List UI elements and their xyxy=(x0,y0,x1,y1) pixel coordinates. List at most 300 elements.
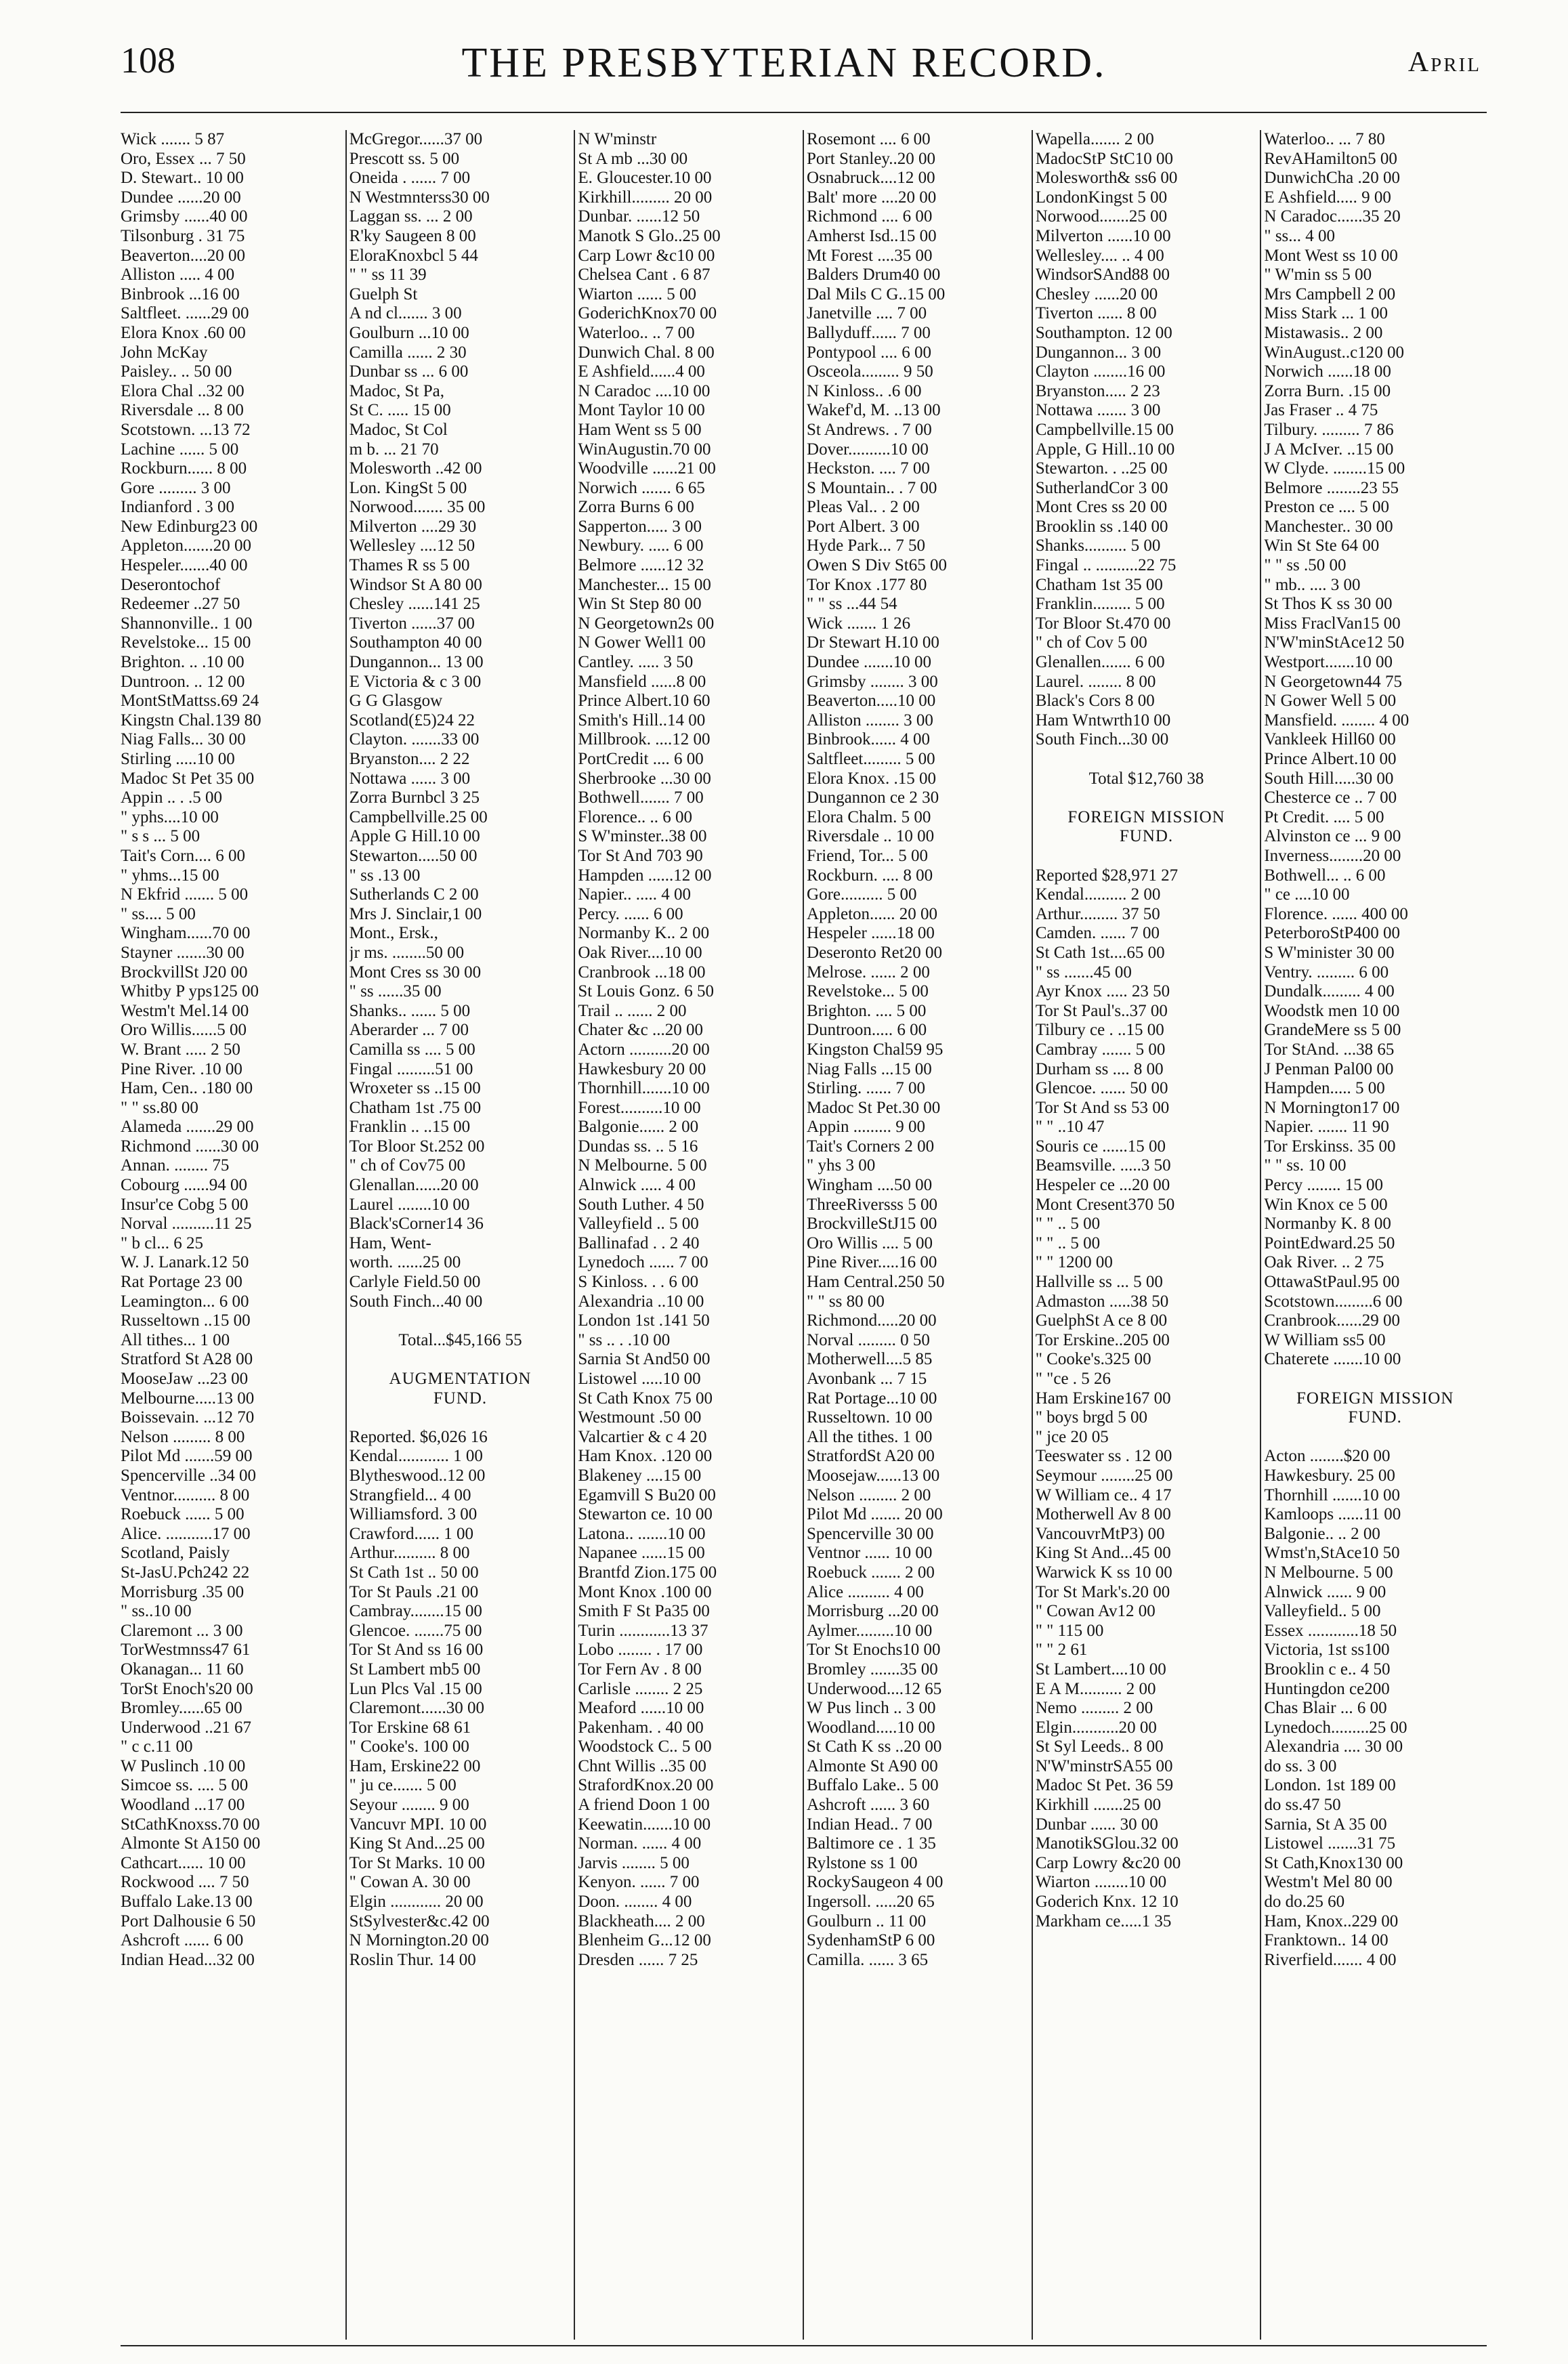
entry-line: Belmore ........23 55 xyxy=(1264,478,1399,497)
entry-line: Wick ....... 5 87 xyxy=(121,130,225,148)
entry-line: " " .. 5 00 xyxy=(1035,1215,1101,1233)
entry-line: Sarnia, St A 35 00 xyxy=(1264,1815,1387,1834)
entry-line: Owen S Div St65 00 xyxy=(807,556,947,575)
entry-line: Dresden ...... 7 25 xyxy=(578,1950,698,1969)
entry-line: Nottawa ...... 3 00 xyxy=(349,769,471,788)
entry-line: Valcartier & c 4 20 xyxy=(578,1427,707,1446)
entry-line: Mansfield. ........ 4 00 xyxy=(1264,711,1410,730)
entry-line: Insur'ce Cobg 5 00 xyxy=(121,1195,249,1214)
entry-line: MontStMattss.69 24 xyxy=(121,692,259,711)
entry-line: Lynedoch.........25 00 xyxy=(1264,1718,1407,1737)
entry-line: Tor St Paul's..37 00 xyxy=(1035,1001,1168,1020)
entry-line: Scotland, Paisly xyxy=(121,1544,230,1563)
entry-line: Alice .......... 4 00 xyxy=(807,1582,924,1601)
entry-line: Millbrook. ....12 00 xyxy=(578,730,711,749)
entry-line: Kingstn Chal.139 80 xyxy=(121,711,261,730)
entry-line: Chelsea Cant . 6 87 xyxy=(578,266,711,284)
entry-line: W Pus linch .. 3 00 xyxy=(807,1699,936,1718)
entry-line: Dundalk......... 4 00 xyxy=(1264,982,1395,1001)
entry-line: Williamsford. 3 00 xyxy=(349,1505,478,1524)
entry-line: Ham, Cen.. .180 00 xyxy=(121,1079,253,1098)
entry-line: Aberarder ... 7 00 xyxy=(349,1021,469,1040)
entry-line: Lynedoch ...... 7 00 xyxy=(578,1253,708,1272)
entry-line: S W'minster..38 00 xyxy=(578,827,707,846)
entry-line: W Puslinch .10 00 xyxy=(121,1756,246,1775)
entry-line: Blenheim G...12 00 xyxy=(578,1931,711,1950)
entry-line: Trail .. ...... 2 00 xyxy=(578,1001,687,1020)
entry-line: Westm't Mel 80 00 xyxy=(1264,1873,1393,1892)
entry-line: StCathKnoxss.70 00 xyxy=(121,1815,260,1834)
entry-line: Thornhill.......10 00 xyxy=(578,1079,710,1098)
entry-line: Riversdale ... 8 00 xyxy=(121,401,244,420)
entry-line: Glenallan......20 00 xyxy=(349,1176,479,1195)
entry-line: Russeltown ..15 00 xyxy=(121,1311,251,1330)
entry-line: Kendal.......... 2 00 xyxy=(1035,885,1161,904)
entry-line: Almonte St A150 00 xyxy=(121,1834,261,1853)
entry-line: Nemo ......... 2 00 xyxy=(1035,1699,1153,1718)
entry-line: St Syl Leeds.. 8 00 xyxy=(1035,1737,1164,1756)
entry-line: Elgin ............ 20 00 xyxy=(349,1893,484,1912)
entry-line: N Melbourne. 5 00 xyxy=(578,1156,707,1175)
entry-line: Prince Albert.10 60 xyxy=(578,692,711,711)
entry-line: Camden. ...... 7 00 xyxy=(1035,924,1160,943)
entry-line: Hyde Park... 7 50 xyxy=(807,536,925,555)
entry-line: Mont., Ersk., xyxy=(349,924,438,943)
entry-line: Ham, Knox..229 00 xyxy=(1264,1912,1399,1930)
entry-line: St Lambert....10 00 xyxy=(1035,1660,1166,1679)
entry-line: Russeltown. 10 00 xyxy=(807,1408,933,1427)
entry-line: Meaford ......10 00 xyxy=(578,1699,704,1718)
entry-line: Bryanston.... 2 22 xyxy=(349,750,470,768)
entry-line: New Edinburg23 00 xyxy=(121,517,258,536)
entry-line: W William ss5 00 xyxy=(1264,1330,1386,1349)
entry-line: " s s ... 5 00 xyxy=(121,827,200,846)
entry-line: EloraKnoxbcl 5 44 xyxy=(349,246,478,265)
entry-line: Dungannon ce 2 30 xyxy=(807,788,939,807)
entry-line: Tilbury. ......... 7 86 xyxy=(1264,420,1394,439)
entry-line: Gore.......... 5 00 xyxy=(807,885,917,904)
entry-line: Balt' more ....20 00 xyxy=(807,188,937,207)
entry-line: Chaterete .......10 00 xyxy=(1264,1350,1401,1369)
entry-line: J A McIver. ..15 00 xyxy=(1264,440,1394,459)
entry-line: Oak River. .. 2 75 xyxy=(1264,1253,1384,1272)
entry-line: Turin ............13 37 xyxy=(578,1621,708,1640)
entry-line: Stewarton. . ..25 00 xyxy=(1035,459,1168,478)
entry-line: do do.25 60 xyxy=(1264,1893,1345,1912)
entry-line: Indianford . 3 00 xyxy=(121,498,235,517)
entry-line: Tiverton ...... 8 00 xyxy=(1035,304,1157,323)
entry-line: GoderichKnox70 00 xyxy=(578,304,717,323)
entry-line: Win St Ste 64 00 xyxy=(1264,536,1380,555)
entry-line: South Finch...40 00 xyxy=(349,1292,483,1311)
entry-line: Wellesley.... .. 4 00 xyxy=(1035,246,1164,265)
entry-line: Valleyfield.. 5 00 xyxy=(1264,1602,1381,1621)
entry-line: Cobourg ......94 00 xyxy=(121,1176,248,1195)
entry-line: Woodville ......21 00 xyxy=(578,459,716,478)
entry-line: Roebuck ...... 5 00 xyxy=(121,1505,245,1524)
entry-line: Cranbrook ...18 00 xyxy=(578,963,706,982)
entry-line: Kenyon. ...... 7 00 xyxy=(578,1873,700,1892)
entry-line: Brighton. .... 5 00 xyxy=(807,1001,927,1020)
entry-line: Zorra Burns 6 00 xyxy=(578,498,694,517)
entry-line: Egamvill S Bu20 00 xyxy=(578,1485,716,1504)
entry-line: S W'minister 30 00 xyxy=(1264,943,1395,962)
entry-line: PortCredit .... 6 00 xyxy=(578,750,704,768)
entry-line: VancouvrMtP3) 00 xyxy=(1035,1524,1165,1543)
entry-line: N Georgetown2s 00 xyxy=(578,614,715,633)
entry-line: Kirkhill......... 20 00 xyxy=(578,188,713,207)
entry-line: " " ss .50 00 xyxy=(1264,556,1347,575)
entry-line: " ch of Cov75 00 xyxy=(349,1156,465,1175)
entry-line: Arthur......... 37 50 xyxy=(1035,904,1160,923)
entry-line: Tor StAnd. ...38 65 xyxy=(1264,1040,1395,1059)
entry-line: Rosemont .... 6 00 xyxy=(807,130,931,148)
entry-line: Moosejaw......13 00 xyxy=(807,1466,940,1485)
entry-line: Niag Falls... 30 00 xyxy=(121,730,246,749)
entry-line: St Andrews. . 7 00 xyxy=(807,420,932,439)
entry-line: John McKay xyxy=(121,343,208,362)
entry-line: Ayr Knox ..... 23 50 xyxy=(1035,982,1170,1001)
entry-line: Sarnia St And50 00 xyxy=(578,1350,711,1369)
entry-line: Stirling. ...... 7 00 xyxy=(807,1079,926,1098)
entry-line: Roslin Thur. 14 00 xyxy=(349,1950,476,1969)
entry-line: Richmond .... 6 00 xyxy=(807,207,933,226)
entry-line: Roebuck ....... 2 00 xyxy=(807,1563,935,1582)
entry-line: Laggan ss. ... 2 00 xyxy=(349,207,473,226)
entry-line: Pilot Md .......59 00 xyxy=(121,1447,253,1466)
entry-line xyxy=(1264,1370,1486,1389)
entry-line: St Cath,Knox130 00 xyxy=(1264,1853,1403,1872)
entry-line: Shannonville.. 1 00 xyxy=(121,614,253,633)
entry-line: Brooklin ss .140 00 xyxy=(1035,517,1168,536)
entry-line: South Finch...30 00 xyxy=(1035,730,1169,749)
entry-line: Saltfleet......... 5 00 xyxy=(807,750,935,768)
entry-line: Florence.. .. 6 00 xyxy=(578,807,693,826)
entry-line: Campbellville.25 00 xyxy=(349,807,488,826)
entry-line: LondonKingst 5 00 xyxy=(1035,188,1168,207)
entry-line: Tor St Enochs10 00 xyxy=(807,1641,941,1660)
entry-line: Stratford St A28 00 xyxy=(121,1350,253,1369)
entry-line: Nelson ......... 2 00 xyxy=(807,1485,931,1504)
entry-line: RockySaugeon 4 00 xyxy=(807,1873,944,1892)
entry-line: Scotstown. ...13 72 xyxy=(121,420,251,439)
entry-line: Pleas Val.. . 2 00 xyxy=(807,498,920,517)
entry-line xyxy=(1036,750,1258,769)
entry-line: Madoc St Pet. 36 59 xyxy=(1035,1776,1174,1795)
entry-line: " " 2 61 xyxy=(1035,1641,1088,1660)
entry-line: Bothwell....... 7 00 xyxy=(578,788,704,807)
entry-line: R'ky Saugeen 8 00 xyxy=(349,226,476,245)
entry-line: Dunwich Chal. 8 00 xyxy=(578,343,715,362)
entry-line: Oro, Essex ... 7 50 xyxy=(121,149,246,168)
entry-line: E. Gloucester.10 00 xyxy=(578,169,712,188)
entry-line: A friend Doon 1 00 xyxy=(578,1796,710,1815)
entry-line: do ss.47 50 xyxy=(1264,1796,1341,1815)
entry-line: Alnwick ...... 9 00 xyxy=(1264,1582,1386,1601)
entry-line: OttawaStPaul.95 00 xyxy=(1264,1273,1400,1292)
entry-line: " Cowan Av12 00 xyxy=(1035,1602,1156,1621)
entry-line: Chas Blair ... 6 00 xyxy=(1264,1699,1387,1718)
entry-line: Revelstoke... 15 00 xyxy=(121,633,251,652)
running-month: April xyxy=(1407,47,1481,78)
entry-line: Ballinafad . . 2 40 xyxy=(578,1233,700,1252)
entry-line: Wick ....... 1 26 xyxy=(807,614,911,633)
entry-line: Tor Fern Av . 8 00 xyxy=(578,1660,702,1679)
entry-line: Norwood....... 35 00 xyxy=(349,498,486,517)
entry-line: W. Brant ..... 2 50 xyxy=(121,1040,240,1059)
entry-line: Reported. $6,026 16 xyxy=(349,1427,488,1446)
entry-line: Stewarton ce. 10 00 xyxy=(578,1505,713,1524)
entry-line: W. J. Lanark.12 50 xyxy=(121,1253,249,1272)
entry-line: Brantfd Zion.175 00 xyxy=(578,1563,717,1582)
section-heading: FUND. xyxy=(433,1389,488,1408)
entry-line: ThreeRiversss 5 00 xyxy=(807,1195,938,1214)
entry-line: Osnabruck....12 00 xyxy=(807,169,935,188)
entry-line: Percy. ...... 6 00 xyxy=(578,904,683,923)
entry-line: Claremont......30 00 xyxy=(349,1699,484,1718)
entry-line: Franklin .. ..15 00 xyxy=(349,1118,471,1137)
entry-line: E Victoria & c 3 00 xyxy=(349,672,482,691)
entry-line: Manotk S Glo..25 00 xyxy=(578,226,721,245)
entry-line: Lobo ........ . 17 00 xyxy=(578,1641,703,1660)
entry-line: Spencerville ..34 00 xyxy=(121,1466,256,1485)
entry-line: Tilsonburg . 31 75 xyxy=(121,226,245,245)
column-2 xyxy=(345,130,574,2340)
entry-line: Hespeler ......18 00 xyxy=(807,924,935,943)
entry-line: Grimsby ........ 3 00 xyxy=(807,672,938,691)
entry-line: Brighton. .. .10 00 xyxy=(121,653,245,672)
entry-line xyxy=(349,1311,572,1331)
entry-line: " c c.11 00 xyxy=(121,1737,193,1756)
entry-line: Alliston ..... 4 00 xyxy=(121,266,235,284)
entry-line: Nottawa ....... 3 00 xyxy=(1035,401,1161,420)
entry-line: TorWestmnss47 61 xyxy=(121,1641,251,1660)
entry-line: Tor Erskine 68 61 xyxy=(349,1718,471,1737)
entry-line: Melbourne.....13 00 xyxy=(121,1389,255,1408)
entry-line: " b cl... 6 25 xyxy=(121,1233,203,1252)
entry-line: Ham Erskine167 00 xyxy=(1035,1389,1171,1408)
entry-line: Hawkesbury. 25 00 xyxy=(1264,1466,1395,1485)
entry-line: Scotland(£5)24 22 xyxy=(349,711,475,730)
entry-line: WinAugustin.70 00 xyxy=(578,440,711,459)
entry-line: Chesterce ce .. 7 00 xyxy=(1264,788,1397,807)
section-heading: FOREIGN MISSION xyxy=(1067,807,1225,826)
entry-line: Indian Head.. 7 00 xyxy=(807,1815,933,1834)
entry-line: Dunbar ...... 30 00 xyxy=(1035,1815,1158,1834)
entry-line: Essex ............18 50 xyxy=(1264,1621,1397,1640)
entry-line: W William ce.. 4 17 xyxy=(1035,1485,1172,1504)
entry-line: E Ashfield..... 9 00 xyxy=(1264,188,1391,207)
entry-line: Apple G Hill.10 00 xyxy=(349,827,480,846)
entry-line: Mont Knox .100 00 xyxy=(578,1582,712,1601)
entry-line: Ham Knox. .120 00 xyxy=(578,1447,713,1466)
entry-line: Wroxeter ss ..15 00 xyxy=(349,1079,481,1098)
entry-line: Balgonie...... 2 00 xyxy=(578,1118,699,1137)
header-rule xyxy=(121,112,1487,113)
entry-line: Woodland.....10 00 xyxy=(807,1718,935,1737)
column-6 xyxy=(1260,130,1489,2340)
entry-line: Goderich Knx. 12 10 xyxy=(1035,1893,1179,1912)
entry-line: Southampton. 12 00 xyxy=(1035,323,1172,342)
entry-line: Grimsby ......40 00 xyxy=(121,207,248,226)
entry-line: Alexandria ..10 00 xyxy=(578,1292,704,1311)
entry-line: Mrs J. Sinclair,1 00 xyxy=(349,904,482,923)
entry-line: Osceola......... 9 50 xyxy=(807,362,933,381)
entry-line: Aylmer.........10 00 xyxy=(807,1621,933,1640)
entry-line: Hallville ss ... 5 00 xyxy=(1035,1273,1163,1292)
entry-line: Shanks.. ...... 5 00 xyxy=(349,1001,471,1020)
entry-line: Buffalo Lake.. 5 00 xyxy=(807,1776,939,1795)
entry-line: Pine River.....16 00 xyxy=(807,1253,937,1272)
entry-line: Mistawasis.. 2 00 xyxy=(1264,323,1383,342)
entry-line: Hawkesbury 20 00 xyxy=(578,1059,706,1078)
entry-line: Stayner .......30 00 xyxy=(121,943,245,962)
entry-line: Laurel ........10 00 xyxy=(349,1195,470,1214)
entry-line: " boys brgd 5 00 xyxy=(1035,1408,1147,1427)
entry-line: Napier. ....... 11 90 xyxy=(1264,1118,1389,1137)
entry-line: " " 115 00 xyxy=(1035,1621,1104,1640)
entry-line: " Cooke's.325 00 xyxy=(1035,1350,1151,1369)
entry-line: Rat Portage 23 00 xyxy=(121,1273,242,1292)
entry-line: Listowel .......31 75 xyxy=(1264,1834,1396,1853)
entry-line: Hampden ......12 00 xyxy=(578,866,712,885)
entry-line: Latona.. .......10 00 xyxy=(578,1524,706,1543)
entry-line: " " .. 5 00 xyxy=(1035,1233,1101,1252)
entry-line: " W'min ss 5 00 xyxy=(1264,266,1372,284)
entry-line: Appin .. . .5 00 xyxy=(121,788,222,807)
entry-line: Mont Cresent370 50 xyxy=(1035,1195,1175,1214)
entry-line: Hampden..... 5 00 xyxy=(1264,1079,1385,1098)
entry-line: Markham ce.....1 35 xyxy=(1035,1912,1172,1930)
entry-line: N Gower Well 5 00 xyxy=(1264,692,1397,711)
entry-line: Bromley .......35 00 xyxy=(807,1660,938,1679)
entry-line: Bromley......65 00 xyxy=(121,1699,242,1718)
entry-line: Buffalo Lake.13 00 xyxy=(121,1893,253,1912)
entry-line: Revelstoke... 5 00 xyxy=(807,982,929,1001)
total-line: Total $12,760 38 xyxy=(1088,769,1204,788)
entry-line: Deserontochof xyxy=(121,575,221,594)
entry-line: Keewatin.......10 00 xyxy=(578,1815,711,1834)
entry-line: Brooklin c e.. 4 50 xyxy=(1264,1660,1391,1679)
entry-line: Percy ........ 15 00 xyxy=(1264,1176,1384,1195)
entry-line: Binbrook ...16 00 xyxy=(121,284,240,303)
entry-line: Norwood.......25 00 xyxy=(1035,207,1168,226)
entry-line: Norwich ....... 6 65 xyxy=(578,478,705,497)
entry-line: London 1st .141 50 xyxy=(578,1311,710,1330)
entry-line: Wapella....... 2 00 xyxy=(1035,130,1154,148)
entry-line: Clayton ........16 00 xyxy=(1035,362,1166,381)
entry-line: Smith F St Pa35 00 xyxy=(578,1602,710,1621)
section-heading: FOREIGN MISSION xyxy=(1296,1389,1454,1408)
entry-line: Chnt Willis ..35 00 xyxy=(578,1756,706,1775)
entry-line: Black's Cors 8 00 xyxy=(1035,692,1155,711)
entry-line: " " ..10 47 xyxy=(1035,1118,1105,1137)
entry-line: jr ms. ........50 00 xyxy=(349,943,465,962)
entry-line: Dundas ss. .. 5 16 xyxy=(578,1137,698,1156)
entry-line: Ventnor.......... 8 00 xyxy=(121,1485,250,1504)
entry-line: Dundee .......10 00 xyxy=(807,653,932,672)
entry-line: Chatham 1st .75 00 xyxy=(349,1098,482,1117)
entry-line: Cambray........15 00 xyxy=(349,1602,482,1621)
entry-line: RevAHamilton5 00 xyxy=(1264,149,1397,168)
entry-line: Kendal............ 1 00 xyxy=(349,1447,483,1466)
entry-line: N Mornington.20 00 xyxy=(349,1931,489,1950)
entry-line: Dungannon... 13 00 xyxy=(349,653,484,672)
entry-line: St Cath 1st....65 00 xyxy=(1035,943,1165,962)
running-title: THE PRESBYTERIAN RECORD. xyxy=(461,40,1107,86)
entry-line: " ss .13 00 xyxy=(349,866,421,885)
entry-line: Ham Wntwrth10 00 xyxy=(1035,711,1171,730)
entry-line: Ballyduff...... 7 00 xyxy=(807,323,931,342)
entry-line: " ch of Cov 5 00 xyxy=(1035,633,1147,652)
entry-line: Kirkhill .......25 00 xyxy=(1035,1796,1162,1815)
entry-line: King St And...45 00 xyxy=(1035,1544,1171,1563)
entry-line: Boissevain. ...12 70 xyxy=(121,1408,255,1427)
entry-line: All tithes... 1 00 xyxy=(121,1330,230,1349)
entry-line: Strangfield... 4 00 xyxy=(349,1485,471,1504)
entry-line: St Lambert mb5 00 xyxy=(349,1660,481,1679)
section-heading: FUND. xyxy=(1119,827,1174,846)
entry-line: Elora Chal ..32 00 xyxy=(121,381,245,400)
entry-line xyxy=(1036,847,1258,866)
entry-line: Duntroon..... 6 00 xyxy=(807,1021,927,1040)
entry-line: Ham, Went- xyxy=(349,1233,431,1252)
entry-line: Dunbar. ......12 50 xyxy=(578,207,700,226)
entry-line: Bryanston..... 2 23 xyxy=(1035,381,1160,400)
footer-rule xyxy=(121,2345,1487,2346)
entry-line: Mont West ss 10 00 xyxy=(1264,246,1398,265)
entry-line: Prince Albert.10 00 xyxy=(1264,750,1397,768)
entry-line: StrafordKnox.20 00 xyxy=(578,1776,714,1795)
entry-line: Thames R ss 5 00 xyxy=(349,556,470,575)
entry-line: McGregor......37 00 xyxy=(349,130,483,148)
entry-line: Ham Went ss 5 00 xyxy=(578,420,702,439)
entry-line: Waterloo.. .. 7 00 xyxy=(578,323,695,342)
entry-line: Glencoe. ...... 50 00 xyxy=(1035,1079,1168,1098)
entry-line: Indian Head...32 00 xyxy=(121,1950,255,1969)
entry-line: Niag Falls ...15 00 xyxy=(807,1059,932,1078)
entry-line: Okanagan... 11 60 xyxy=(121,1660,244,1679)
entry-line: Almonte St A90 00 xyxy=(807,1756,938,1775)
entry-line: Sutherlands C 2 00 xyxy=(349,885,479,904)
entry-line: Hespeler ce ...20 00 xyxy=(1035,1176,1170,1195)
entry-line: Rockburn...... 8 00 xyxy=(121,459,247,478)
entry-line: " " ss 11 39 xyxy=(349,266,427,284)
entry-line: Sapperton..... 3 00 xyxy=(578,517,702,536)
entry-line: Mansfield ......8 00 xyxy=(578,672,706,691)
entry-line: Tor Bloor St.252 00 xyxy=(349,1137,485,1156)
entry-line: " " ss ...44 54 xyxy=(807,595,897,614)
entry-line: Victoria, 1st ss100 xyxy=(1264,1641,1390,1660)
entry-line: Newbury. ..... 6 00 xyxy=(578,536,704,555)
entry-line: Tait's Corners 2 00 xyxy=(807,1137,935,1156)
entry-line: South Hill.....30 00 xyxy=(1264,769,1394,788)
entry-line: Morrisburg .35 00 xyxy=(121,1582,245,1601)
entry-line: Amherst Isd..15 00 xyxy=(807,226,937,245)
entry-line: Forest..........10 00 xyxy=(578,1098,701,1117)
entry-line: " yhs 3 00 xyxy=(807,1156,876,1175)
entry-line: Durham ss .... 8 00 xyxy=(1035,1059,1164,1078)
entry-line: Richmond.....20 00 xyxy=(807,1311,937,1330)
entry-line: Woodland ...17 00 xyxy=(121,1796,245,1815)
entry-line: Elora Chalm. 5 00 xyxy=(807,807,931,826)
entry-line: St Thos K ss 30 00 xyxy=(1264,595,1393,614)
entry-line: Florence. ...... 400 00 xyxy=(1264,904,1408,923)
entry-line: Rat Portage...10 00 xyxy=(807,1389,937,1408)
entry-line: Crawford...... 1 00 xyxy=(349,1524,473,1543)
column-4 xyxy=(803,130,1032,2340)
entry-line: " ss .. . .10 00 xyxy=(578,1330,671,1349)
